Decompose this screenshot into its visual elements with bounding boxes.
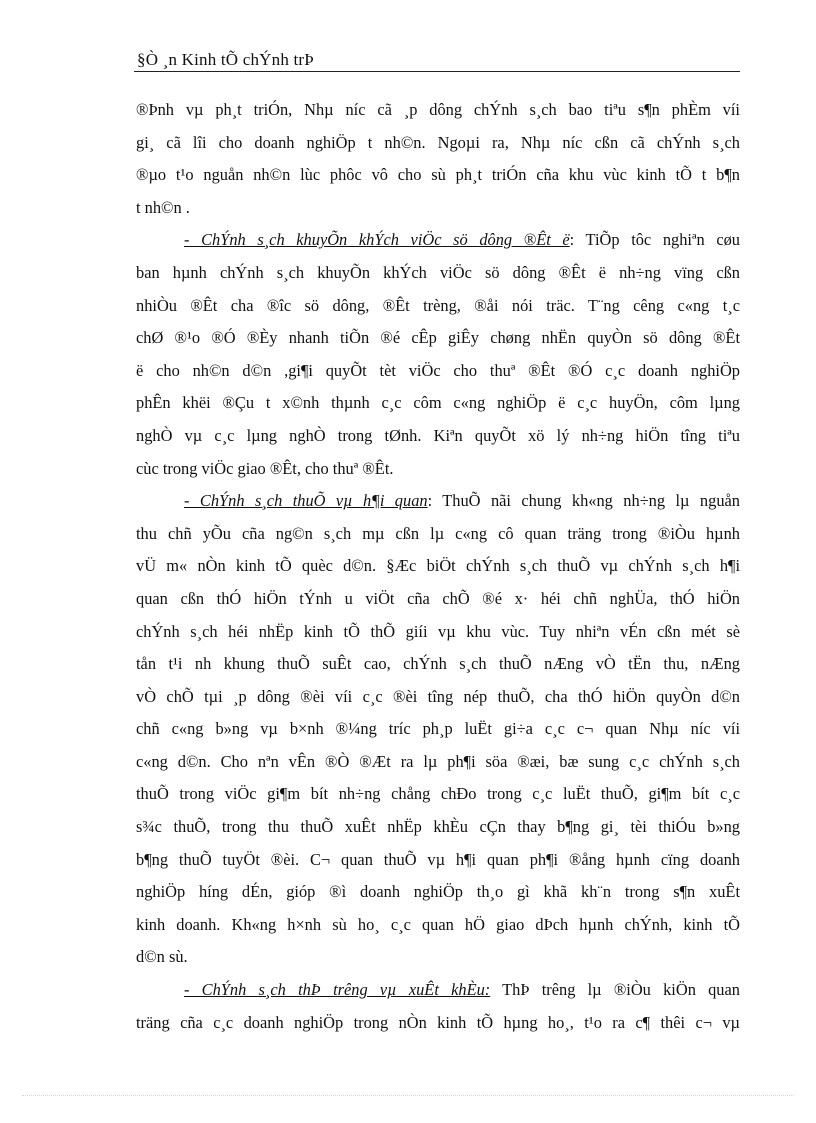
text-line: träng cña c¸c doanh nghiÖp trong nÒn kinh tÕ hµng ho¸, t¹o ra c¶ thêi c¬ vµ [136, 1012, 740, 1032]
text-line [136, 224, 740, 257]
text-span: : TiÕp tôc nghiªn cøu [569, 230, 740, 250]
text-line: vÒ chÕ tµi ¸p dông ®èi víi c¸c ®èi tîng nép thuÕ, cha thÓ hiÖn quyÒn d©n [136, 686, 740, 706]
text-line: kinh doanh. Kh«ng h×nh sù ho¸ c¸c quan hÖ giao dÞch hµnh chÝnh, kinh tÕ [136, 914, 740, 934]
section-heading-tax: - ChÝnh s¸ch thuÕ vµ h¶i quan [184, 491, 428, 511]
text-line [136, 974, 740, 1007]
text-line: nghiÖp híng dÉn, gióp ®ì doanh nghiÖp th¸o gì khã kh¨n trong s¶n xuÊt [136, 882, 740, 902]
text-line: vÜ m« nÒn kinh tÕ quèc d©n. §Æc biÖt chÝnh s¸ch thuÕ vµ chÝnh s¸ch h¶i [136, 556, 740, 576]
text-line: phÊn khëi ®Çu t x©nh thµnh c¸c côm c«ng nghiÖp ë c¸c huyÖn, côm lµng [136, 393, 740, 413]
page-header-title: §Ò ¸n Kinh tÕ chÝnh trÞ [137, 50, 314, 69]
text-line: ®Þnh vµ ph¸t triÓn, Nhµ níc cã ¸p dông chÝnh s¸ch bao tiªu s¶n phÈm víi [136, 100, 740, 119]
text-line: quan cßn thÓ hiÖn tÝnh u viÖt cña chÕ ®é x· héi chñ nghÜa, thÓ hiÖn [136, 588, 740, 608]
section-heading-land: - ChÝnh s¸ch khuyÕn khÝch viÖc sö dông ®Êt ë [184, 230, 570, 250]
text-line: chØ ®¹o ®Ó ®Èy nhanh tiÕn ®é cÊp giÊy chøng nhËn quyÒn sö dông ®Êt [136, 328, 740, 348]
text-line: chÝnh s¸ch héi nhËp kinh tÕ thÕ giíi vµ khu vùc. Tuy nhiªn vÉn cßn mét sè [136, 621, 740, 641]
text-line: b¶ng thuÕ tuyÖt ®èi. C¬ quan thuÕ vµ h¶i quan ph¶i ®ång hµnh cïng doanh [136, 849, 740, 869]
text-line: s¾c thuÕ, trong thu thuÕ xuÊt nhËp khÈu cÇn thay b¶ng gi¸ tèi thiÓu b»ng [136, 817, 740, 837]
header-rule [134, 71, 740, 72]
text-line: gi¸ cã lîi cho doanh nghiÖp t nh©n. Ngoµi ra, Nhµ níc cßn cã chÝnh s¸ch [136, 132, 740, 152]
text-line: cùc trong viÖc giao ®Êt, cho thuª ®Êt. [136, 458, 394, 478]
document-body [136, 94, 740, 1039]
text-line: nghÒ vµ c¸c lµng nghÒ trong tØnh. Kiªn quyÕt xö lý nh÷ng hiÖn tîng tiªu [136, 425, 740, 445]
text-span: : ThuÕ nãi chung kh«ng nh÷ng lµ nguån [427, 491, 740, 511]
text-line: thu chñ yÕu cña ng©n s¸ch mµ cßn lµ c«ng cô quan träng trong ®iÒu hµnh [136, 523, 740, 543]
text-line: chñ c«ng b»ng vµ b×nh ®¼ng tríc ph¸p luËt gi÷a c¸c c¬ quan Nhµ níc víi [136, 719, 740, 739]
text-line: tån t¹i nh khung thuÕ suÊt cao, chÝnh s¸ch thuÕ nÆng vÒ tËn thu, nÆng [136, 654, 740, 674]
page-bottom-border [22, 1095, 794, 1096]
text-line: ë cho nh©n d©n ,gi¶i quyÕt tèt viÖc cho thuª ®Êt ®Ó c¸c doanh nghiÖp [136, 360, 740, 380]
text-span: ThÞ trêng lµ ®iÒu kiÖn quan [490, 980, 740, 1000]
text-line: nhiÒu ®Êt cha ®îc sö dông, ®Êt trèng, ®åi nói träc. T¨ng cêng c«ng t¸c [136, 295, 740, 315]
section-heading-market: - ChÝnh s¸ch thÞ trêng vµ xuÊt khÈu: [184, 980, 491, 1000]
text-line: thuÕ trong viÖc gi¶m bít nh÷ng chång chÐo trong c¸c luËt thuÕ, gi¶m bít c¸c [136, 784, 740, 804]
text-line [136, 485, 740, 518]
text-line: t nh©n . [136, 197, 190, 217]
text-line: c«ng d©n. Cho nªn vÊn ®Ò ®Æt ra lµ ph¶i söa ®æi, bæ sung c¸c chÝnh s¸ch [136, 751, 740, 771]
text-line: d©n sù. [136, 947, 188, 967]
text-line: ®µo t¹o nguån nh©n lùc phôc vô cho sù ph¸t triÓn cña khu vùc kinh tÕ t b¶n [136, 165, 740, 185]
text-line: ban hµnh chÝnh s¸ch khuyÕn khÝch viÖc sö dông ®Êt ë nh÷ng vïng cßn [136, 262, 740, 282]
